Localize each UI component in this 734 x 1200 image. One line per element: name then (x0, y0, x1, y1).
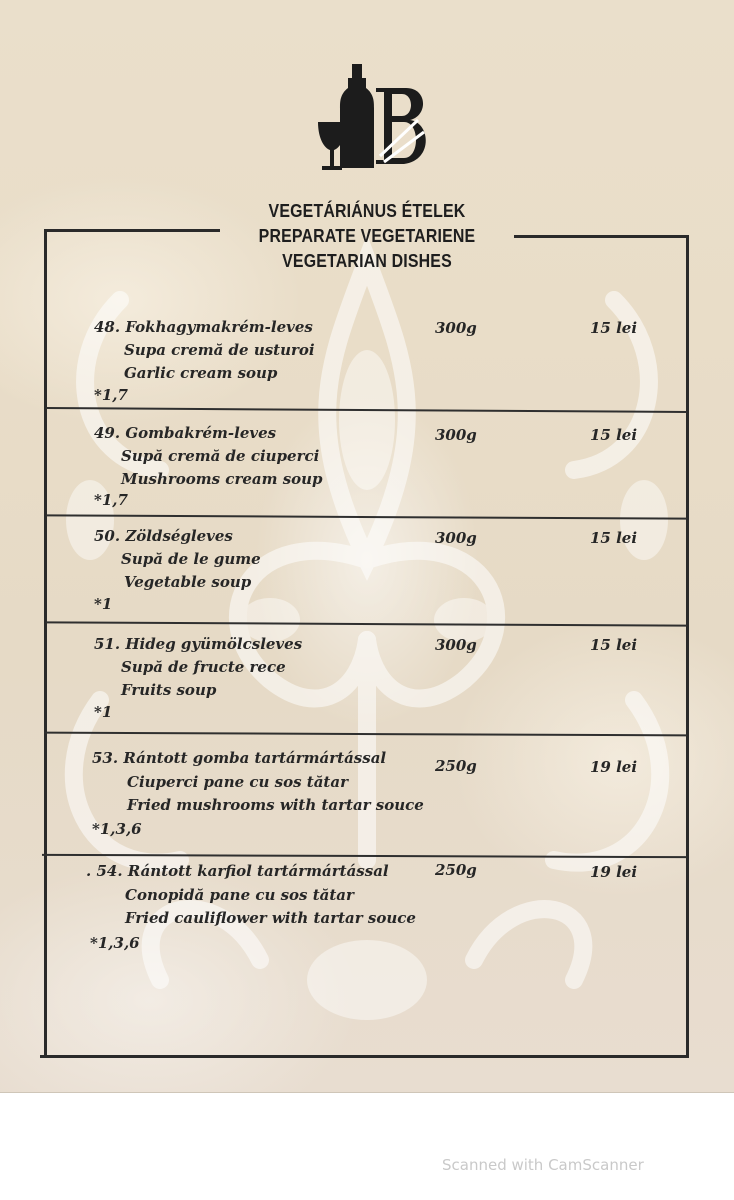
section-title (238, 198, 496, 273)
item-allergens: *1,3,6 (92, 820, 142, 838)
item-price: 15 lei (590, 426, 638, 444)
item-name-romanian: Ciuperci pane cu sos tătar (127, 773, 348, 791)
item-name: 53. Rántott gomba tartármártással (92, 749, 387, 767)
item-name-romanian: Conopidă pane cu sos tătar (125, 886, 354, 904)
title-english: VEGETARIAN DISHES (282, 250, 452, 271)
item-allergens: *1,3,6 (90, 934, 140, 952)
restaurant-logo (314, 62, 434, 172)
item-price: 15 lei (590, 319, 638, 337)
item-name-english: Garlic cream soup (124, 364, 278, 382)
item-weight: 250g (435, 861, 477, 879)
item-name-english: Mushrooms cream soup (121, 470, 323, 488)
title-romanian: PREPARATE VEGETARIENE (258, 225, 476, 246)
item-name-romanian: Supă de fructe rece (121, 658, 286, 676)
item-price: 19 lei (590, 863, 638, 881)
item-allergens: *1 (94, 703, 113, 721)
item-name-romanian: Supă cremă de ciuperci (121, 447, 320, 465)
item-name: . 54. Rántott karfiol tartármártással (86, 862, 389, 880)
item-name: 49. Gombakrém-leves (94, 424, 277, 442)
item-allergens: *1,7 (94, 386, 128, 404)
item-weight: 300g (435, 319, 477, 337)
item-allergens: *1 (94, 595, 113, 613)
frame-right (686, 235, 689, 1058)
item-price: 15 lei (590, 529, 638, 547)
item-price: 15 lei (590, 636, 638, 654)
frame-top-right (514, 235, 689, 238)
item-allergens: *1,7 (94, 491, 128, 509)
frame-top-left (44, 229, 220, 232)
item-price: 19 lei (590, 758, 638, 776)
item-name-english: Fried cauliflower with tartar souce (125, 909, 416, 927)
frame-left (44, 229, 47, 1058)
item-name: 48. Fokhagymakrém-leves (94, 318, 313, 336)
title-hungarian: VEGETÁRIÁNUS ÉTELEK (268, 200, 466, 221)
item-name: 51. Hideg gyümölcsleves (94, 635, 303, 653)
item-weight: 250g (435, 757, 477, 775)
item-name-romanian: Supa cremă de usturoi (124, 341, 315, 359)
item-name-english: Fruits soup (121, 681, 217, 699)
item-weight: 300g (435, 529, 477, 547)
frame-bottom (40, 1055, 689, 1058)
item-name-romanian: Supă de le gume (121, 550, 261, 568)
item-weight: 300g (435, 426, 477, 444)
item-weight: 300g (435, 636, 477, 654)
scanner-watermark: Scanned with CamScanner (442, 1156, 644, 1174)
item-name: 50. Zöldségleves (94, 527, 233, 545)
item-name-english: Vegetable soup (124, 573, 252, 591)
item-name-english: Fried mushrooms with tartar souce (127, 796, 424, 814)
